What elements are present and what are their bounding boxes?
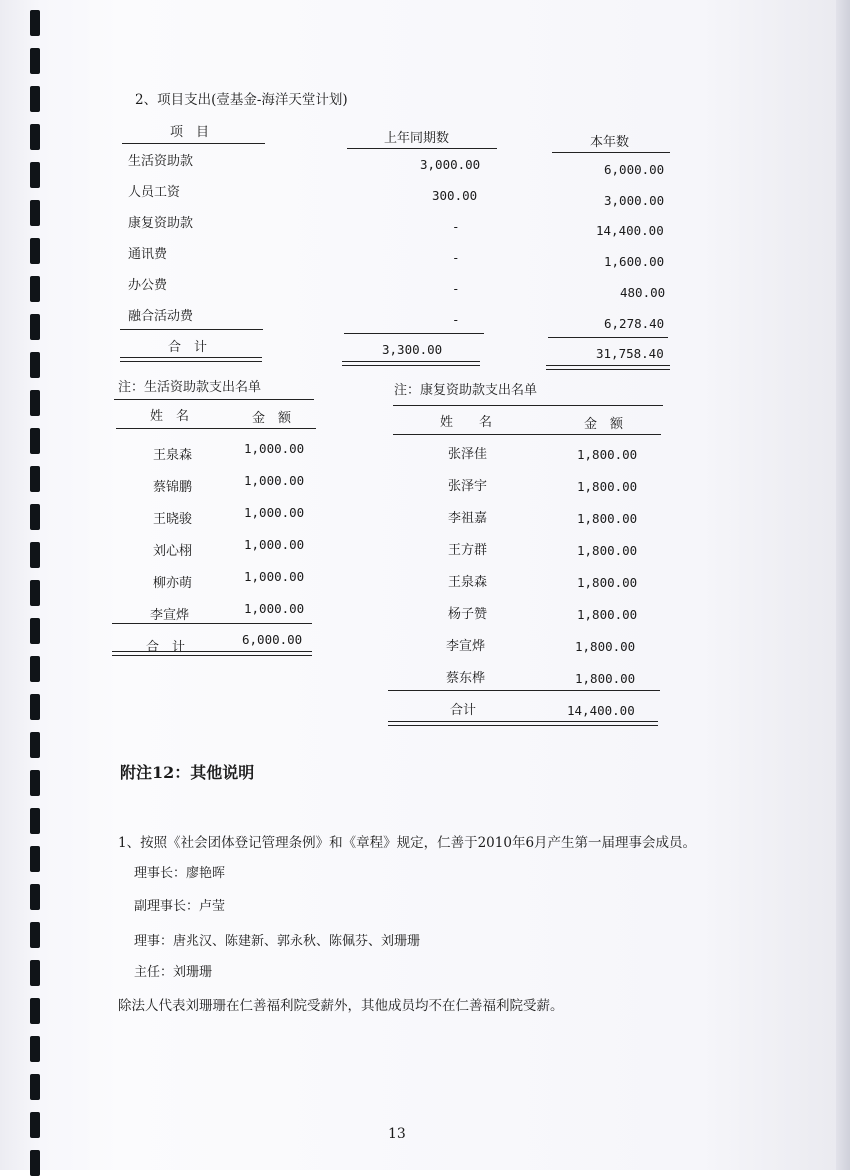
- living-amount: 1,000.00: [244, 537, 305, 552]
- rehab-list-note: 注：康复资助款支出名单: [394, 383, 538, 398]
- binding-hole: [30, 10, 40, 36]
- section-title: 2、项目支出(壹基金-海洋天堂计划): [135, 92, 348, 108]
- binding-hole: [30, 200, 40, 226]
- note12-chairman: 理事长：廖艳晖: [134, 866, 226, 881]
- expense-prev: -: [452, 219, 460, 234]
- rehab-name: 王方群: [448, 543, 488, 558]
- rule: [347, 148, 497, 149]
- binding-hole: [30, 124, 40, 150]
- living-amount: 1,000.00: [244, 441, 305, 456]
- binding-hole: [30, 542, 40, 568]
- rehab-amount: 1,800.00: [575, 671, 636, 686]
- double-rule: [546, 365, 670, 370]
- living-header-name: 姓 名: [150, 409, 190, 424]
- rule: [552, 152, 670, 153]
- rehab-amount: 1,800.00: [575, 639, 636, 654]
- rehab-amount: 1,800.00: [577, 447, 638, 462]
- binding-hole: [30, 998, 40, 1024]
- note12-vice-chairman: 副理事长：卢莹: [134, 899, 226, 914]
- expense-curr: 480.00: [620, 285, 666, 300]
- expense-item: 人员工资: [128, 185, 181, 200]
- living-name: 王泉森: [153, 448, 193, 463]
- binding-hole: [30, 846, 40, 872]
- living-header-amount: 金 额: [252, 411, 292, 426]
- binding-hole: [30, 466, 40, 492]
- expense-item: 融合活动费: [128, 309, 194, 324]
- living-list-note: 注：生活资助款支出名单: [118, 380, 262, 395]
- expense-curr: 14,400.00: [596, 223, 664, 238]
- living-amount: 1,000.00: [244, 473, 305, 488]
- living-name: 刘心栩: [153, 544, 193, 559]
- binding-hole: [30, 1036, 40, 1062]
- rehab-name: 李祖嘉: [448, 511, 488, 526]
- double-rule: [342, 361, 480, 366]
- binding-hole: [30, 238, 40, 264]
- expense-prev: 300.00: [432, 188, 478, 203]
- binding-hole: [30, 86, 40, 112]
- living-name: 王晓骏: [153, 512, 193, 527]
- rehab-name: 张泽佳: [448, 447, 488, 462]
- rule: [116, 428, 316, 429]
- expense-curr: 1,600.00: [604, 254, 665, 269]
- expense-item: 康复资助款: [128, 216, 194, 231]
- expense-prev: 3,000.00: [420, 157, 481, 172]
- expense-total-prev: 3,300.00: [382, 342, 443, 357]
- rehab-name: 蔡东桦: [446, 671, 486, 686]
- rehab-name: 杨子赞: [448, 607, 488, 622]
- binding-hole: [30, 770, 40, 796]
- living-name: 蔡锦鹏: [153, 480, 193, 495]
- binding-hole: [30, 48, 40, 74]
- rule: [120, 329, 263, 330]
- binding-hole: [30, 1074, 40, 1100]
- rule: [393, 405, 663, 406]
- rule: [122, 143, 265, 144]
- binding-hole: [30, 1150, 40, 1176]
- expense-item: 办公费: [128, 278, 168, 293]
- double-rule: [120, 357, 262, 362]
- expense-curr: 3,000.00: [604, 193, 665, 208]
- rule: [388, 690, 660, 691]
- binding-hole: [30, 428, 40, 454]
- rehab-header-amount: 金 额: [584, 417, 624, 432]
- binding-hole: [30, 960, 40, 986]
- binding-hole: [30, 162, 40, 188]
- living-name: 柳亦萌: [153, 576, 193, 591]
- note12-directors: 理事：唐兆汉、陈建新、郭永秋、陈佩芬、刘珊珊: [134, 934, 421, 949]
- double-rule: [112, 651, 312, 656]
- expense-prev: -: [452, 281, 460, 296]
- rehab-amount: 1,800.00: [577, 575, 638, 590]
- rehab-name: 李宣烨: [446, 639, 486, 654]
- expense-total-curr: 31,758.40: [596, 346, 664, 361]
- binding-hole: [30, 732, 40, 758]
- rule: [112, 623, 312, 624]
- spiral-binding: [30, 0, 44, 1170]
- binding-hole: [30, 352, 40, 378]
- col-header-prev: 上年同期数: [384, 131, 450, 146]
- note12-title: 附注12：其他说明: [120, 763, 255, 782]
- binding-hole: [30, 390, 40, 416]
- binding-hole: [30, 504, 40, 530]
- living-amount: 1,000.00: [244, 505, 305, 520]
- page-number: 13: [388, 1126, 406, 1142]
- binding-hole: [30, 808, 40, 834]
- living-total-amount: 6,000.00: [242, 632, 303, 647]
- binding-hole: [30, 276, 40, 302]
- rule: [344, 333, 484, 334]
- expense-prev: -: [452, 312, 460, 327]
- rehab-amount: 1,800.00: [577, 511, 638, 526]
- living-name: 李宣烨: [150, 608, 190, 623]
- rule: [393, 434, 661, 435]
- double-rule: [388, 721, 658, 726]
- binding-hole: [30, 1112, 40, 1138]
- note12-director-head: 主任：刘珊珊: [134, 965, 213, 980]
- note12-para1: 1、按照《社会团体登记管理条例》和《章程》规定，仁善于2010年6月产生第一届理事会成员。: [118, 835, 697, 851]
- binding-hole: [30, 922, 40, 948]
- expense-curr: 6,000.00: [604, 162, 665, 177]
- living-total-label: 合 计: [146, 640, 186, 655]
- binding-hole: [30, 884, 40, 910]
- rehab-name: 张泽宇: [448, 479, 488, 494]
- expense-curr: 6,278.40: [604, 316, 665, 331]
- rehab-header-name: 姓 名: [440, 415, 493, 430]
- rehab-amount: 1,800.00: [577, 607, 638, 622]
- rehab-name: 王泉森: [448, 575, 488, 590]
- expense-item: 生活资助款: [128, 154, 194, 169]
- binding-hole: [30, 314, 40, 340]
- rule: [114, 399, 314, 400]
- binding-hole: [30, 656, 40, 682]
- expense-item: 通讯费: [128, 247, 168, 262]
- note12-closing: 除法人代表刘珊珊在仁善福利院受薪外，其他成员均不在仁善福利院受薪。: [118, 998, 564, 1014]
- binding-hole: [30, 694, 40, 720]
- binding-hole: [30, 580, 40, 606]
- col-header-item: 项 目: [170, 125, 210, 140]
- expense-total-label: 合 计: [168, 340, 208, 355]
- col-header-curr: 本年数: [590, 135, 630, 150]
- page-edge: [836, 0, 850, 1170]
- rehab-total-amount: 14,400.00: [567, 703, 635, 718]
- rehab-amount: 1,800.00: [577, 479, 638, 494]
- living-amount: 1,000.00: [244, 601, 305, 616]
- rehab-total-label: 合计: [450, 703, 477, 718]
- rehab-amount: 1,800.00: [577, 543, 638, 558]
- rule: [548, 337, 668, 338]
- living-amount: 1,000.00: [244, 569, 305, 584]
- expense-prev: -: [452, 250, 460, 265]
- binding-hole: [30, 618, 40, 644]
